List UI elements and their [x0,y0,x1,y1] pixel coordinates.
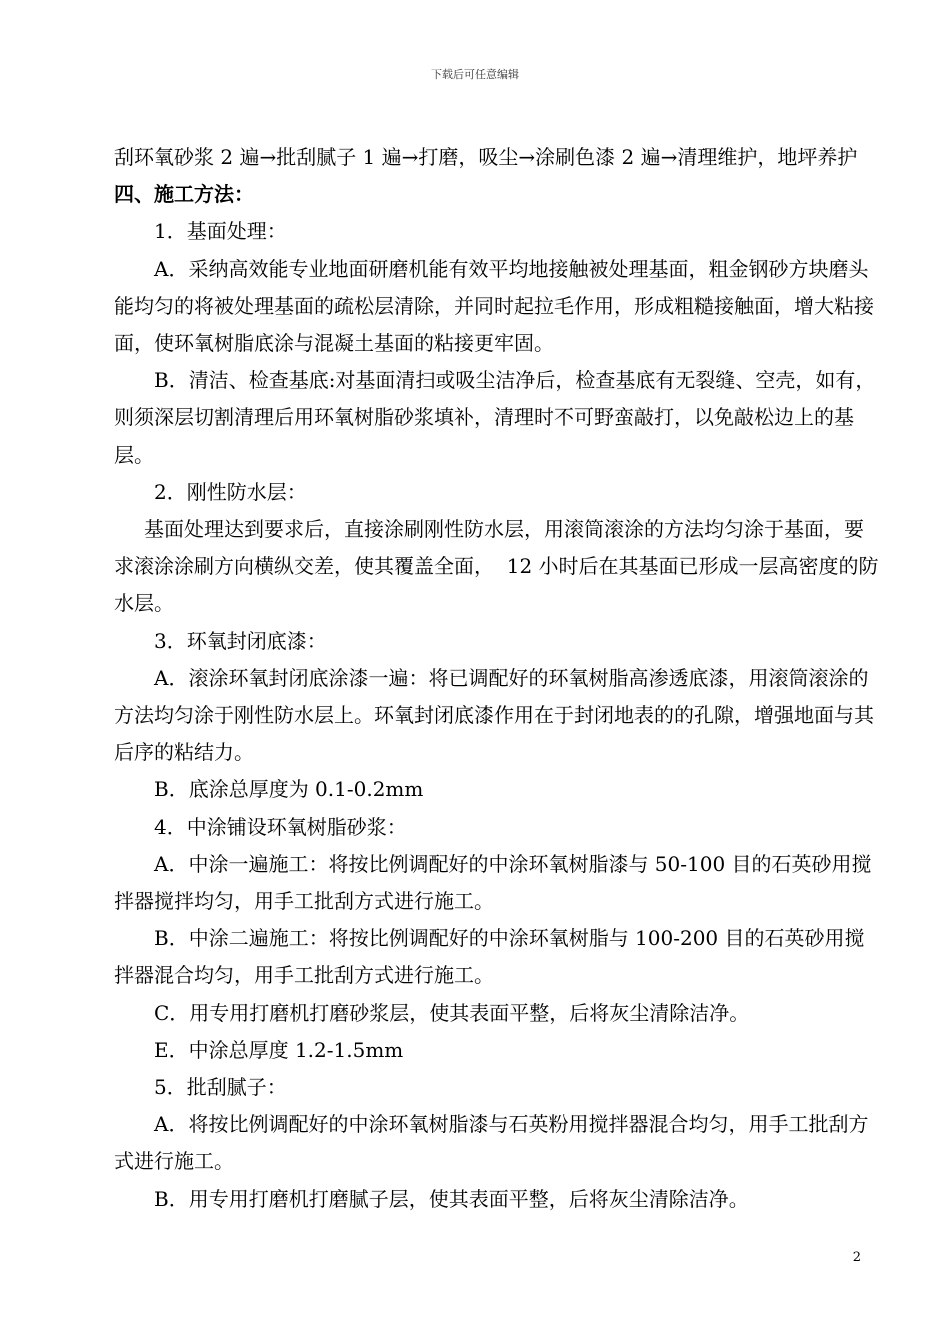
paragraph-putty-application: A．将按比例调配好的中涂环氧树脂漆与石英粉用搅拌器混合均匀，用手工批刮方式进行施工。 [114,1112,869,1174]
paragraph-mortar-thickness: E．中涂总厚度 1.2-1.5mm [154,1037,404,1062]
paragraph-putty-sanding: B．用专用打磨机打磨腻子层，使其表面平整，后将灰尘清除洁净。 [154,1186,749,1211]
paragraph-mortar-first-coat: A．中涂一遍施工：将按比例调配好的中涂环氧树脂漆与 50-100 目的石英砂用搅拌器搅拌均匀，用手工批刮方式进行施工。 [114,851,872,914]
paragraph-base-grinding: A．采纳高效能专业地面研磨机能有效平均地接触被处理基面，粗金钢砂方块磨头能均匀的将被处理基面的疏松层清除，并同时起拉毛作用，形成粗糙接触面，增大粘接面，使环氧树脂底涂与混凝土基面的粘接更牢固。 [114,256,874,356]
subheading-mortar-layer: 4．中涂铺设环氧树脂砂浆： [154,814,407,839]
paragraph-base-cleaning: B．清洁、检查基底:对基面清扫或吸尘洁净后，检查基底有无裂缝、空壳，如有，则须深层切割清理后用环氧树脂砂浆填补，清理时不可野蛮敲打，以免敲松边上的基层。 [114,368,876,467]
paragraph-primer-thickness: B．底涂总厚度为 0.1-0.2mm [154,777,424,802]
section-heading-construction-method: 四、施工方法： [114,182,254,207]
document-body [114,139,880,1218]
subheading-epoxy-primer: 3．环氧封闭底漆： [154,628,327,653]
subheading-rigid-waterproof: 2．刚性防水层： [154,479,307,504]
paragraph-mortar-sanding: C．用专用打磨机打磨砂浆层，使其表面平整，后将灰尘清除洁净。 [154,1000,750,1025]
paragraph-primer-rolling: A．滚涂环氧封闭底涂漆一遍：将已调配好的环氧树脂高渗透底漆，用滚筒滚涂的方法均匀涂于刚性防水层上。环氧封闭底漆作用在于封闭地表的的孔隙，增强地面与其后序的粘结力。 [114,665,874,765]
subheading-base-treatment: 1．基面处理： [154,219,287,244]
paragraph-mortar-second-coat: B．中涂二遍施工：将按比例调配好的中涂环氧树脂与 100-200 目的石英砂用搅拌器混合均匀，用手工批刮方式进行施工。 [114,926,865,988]
page-header: 下载后可任意编辑 [431,68,519,81]
subheading-putty: 5．批刮腻子： [154,1075,287,1100]
page-number: 2 [852,1250,861,1265]
paragraph-rigid-waterproof: 基面处理达到要求后，直接涂刷刚性防水层，用滚筒滚涂的方法均匀涂于基面，要求滚涂涂刷方向横纵交差，使其覆盖全面， 12 小时后在其基面已形成一层高密度的防水层。 [114,517,879,616]
paragraph-process-flow: 刮环氧砂浆 2 遍→批刮腻子 1 遍→打磨，吸尘→涂刷色漆 2 遍→清理维护，地坪养护 [114,145,858,169]
